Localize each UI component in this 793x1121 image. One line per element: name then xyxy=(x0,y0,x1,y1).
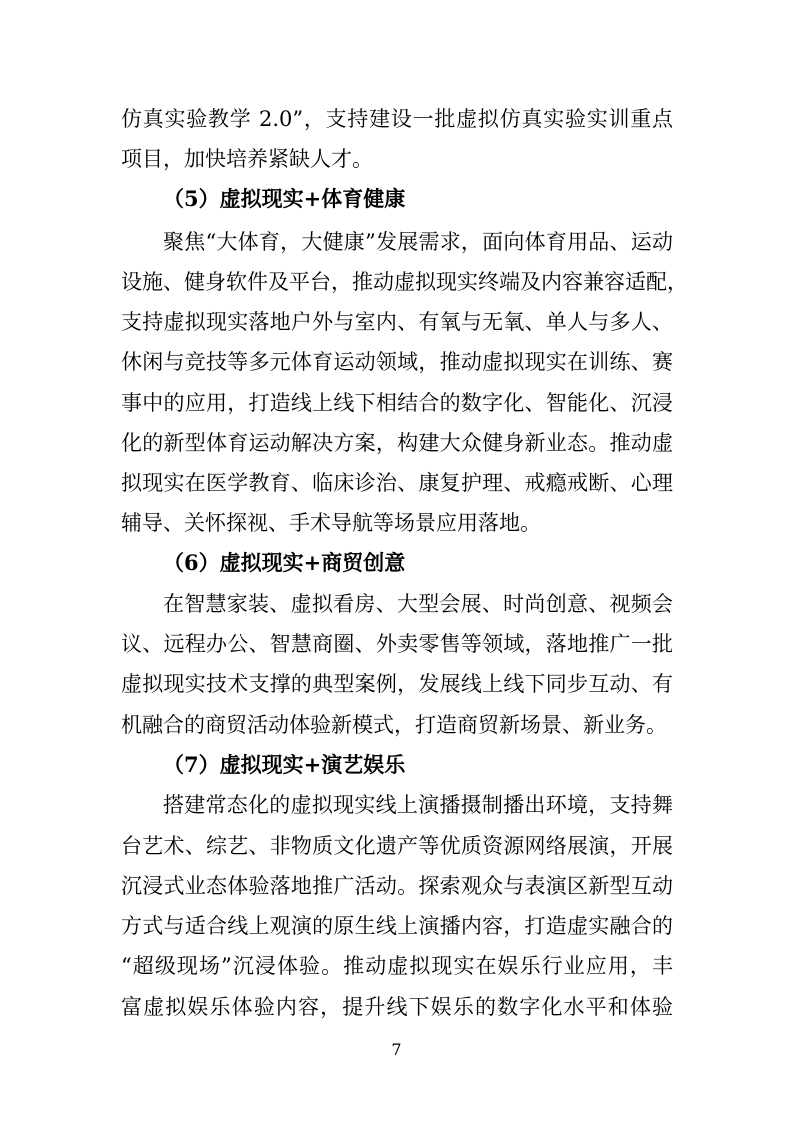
section-heading-6: （6）虚拟现实+商贸创意 xyxy=(163,550,406,575)
paragraph-line: 在智慧家装、虚拟看房、大型会展、时尚创意、视频会 xyxy=(163,592,673,616)
paragraph-line: 沉浸式业态体验落地推广活动。探索观众与表演区新型互动 xyxy=(121,874,673,898)
paragraph-line: 化的新型体育运动解决方案，构建大众健身新业态。推动虚 xyxy=(121,431,673,455)
page-number: 7 xyxy=(391,1040,402,1059)
paragraph-line: 聚焦“大体育，大健康”发展需求，面向体育用品、运动 xyxy=(163,230,673,254)
paragraph-line: 仿真实验教学 2.0”，支持建设一批虚拟仿真实验实训重点 xyxy=(121,107,673,131)
section-heading-5: （5）虚拟现实+体育健康 xyxy=(163,186,406,211)
paragraph-line: 机融合的商贸活动体验新模式，打造商贸新场景、新业务。 xyxy=(121,713,667,737)
paragraph-line: 拟现实在医学教育、临床诊治、康复护理、戒瘾戒断、心理 xyxy=(121,471,673,495)
paragraph-line: “超级现场”沉浸体验。推动虚拟现实在娱乐行业应用，丰 xyxy=(121,954,673,978)
paragraph-line: 项目，加快培养紧缺人才。 xyxy=(121,147,373,171)
paragraph-line: 休闲与竞技等多元体育运动领域，推动虚拟现实在训练、赛 xyxy=(121,350,673,374)
paragraph-line: 议、远程办公、智慧商圈、外卖零售等领域，落地推广一批 xyxy=(121,632,673,656)
paragraph-line: 事中的应用，打造线上线下相结合的数字化、智能化、沉浸 xyxy=(121,391,673,415)
paragraph-line: 台艺术、综艺、非物质文化遗产等优质资源网络展演，开展 xyxy=(121,834,673,858)
paragraph-line: 支持虚拟现实落地户外与室内、有氧与无氧、单人与多人、 xyxy=(121,310,673,334)
paragraph-line: 辅导、关怀探视、手术导航等场景应用落地。 xyxy=(121,511,541,535)
paragraph-line: 搭建常态化的虚拟现实线上演播摄制播出环境，支持舞 xyxy=(163,793,673,817)
paragraph-line: 虚拟现实技术支撑的典型案例，发展线上线下同步互动、有 xyxy=(121,672,673,696)
paragraph-line: 富虚拟娱乐体验内容，提升线下娱乐的数字化水平和体验 xyxy=(121,995,673,1019)
paragraph-line: 设施、健身软件及平台，推动虚拟现实终端及内容兼容适配， xyxy=(121,270,688,294)
paragraph-line: 方式与适合线上观演的原生线上演播内容，打造虚实融合的 xyxy=(121,914,673,938)
section-heading-7: （7）虚拟现实+演艺娱乐 xyxy=(163,752,406,777)
